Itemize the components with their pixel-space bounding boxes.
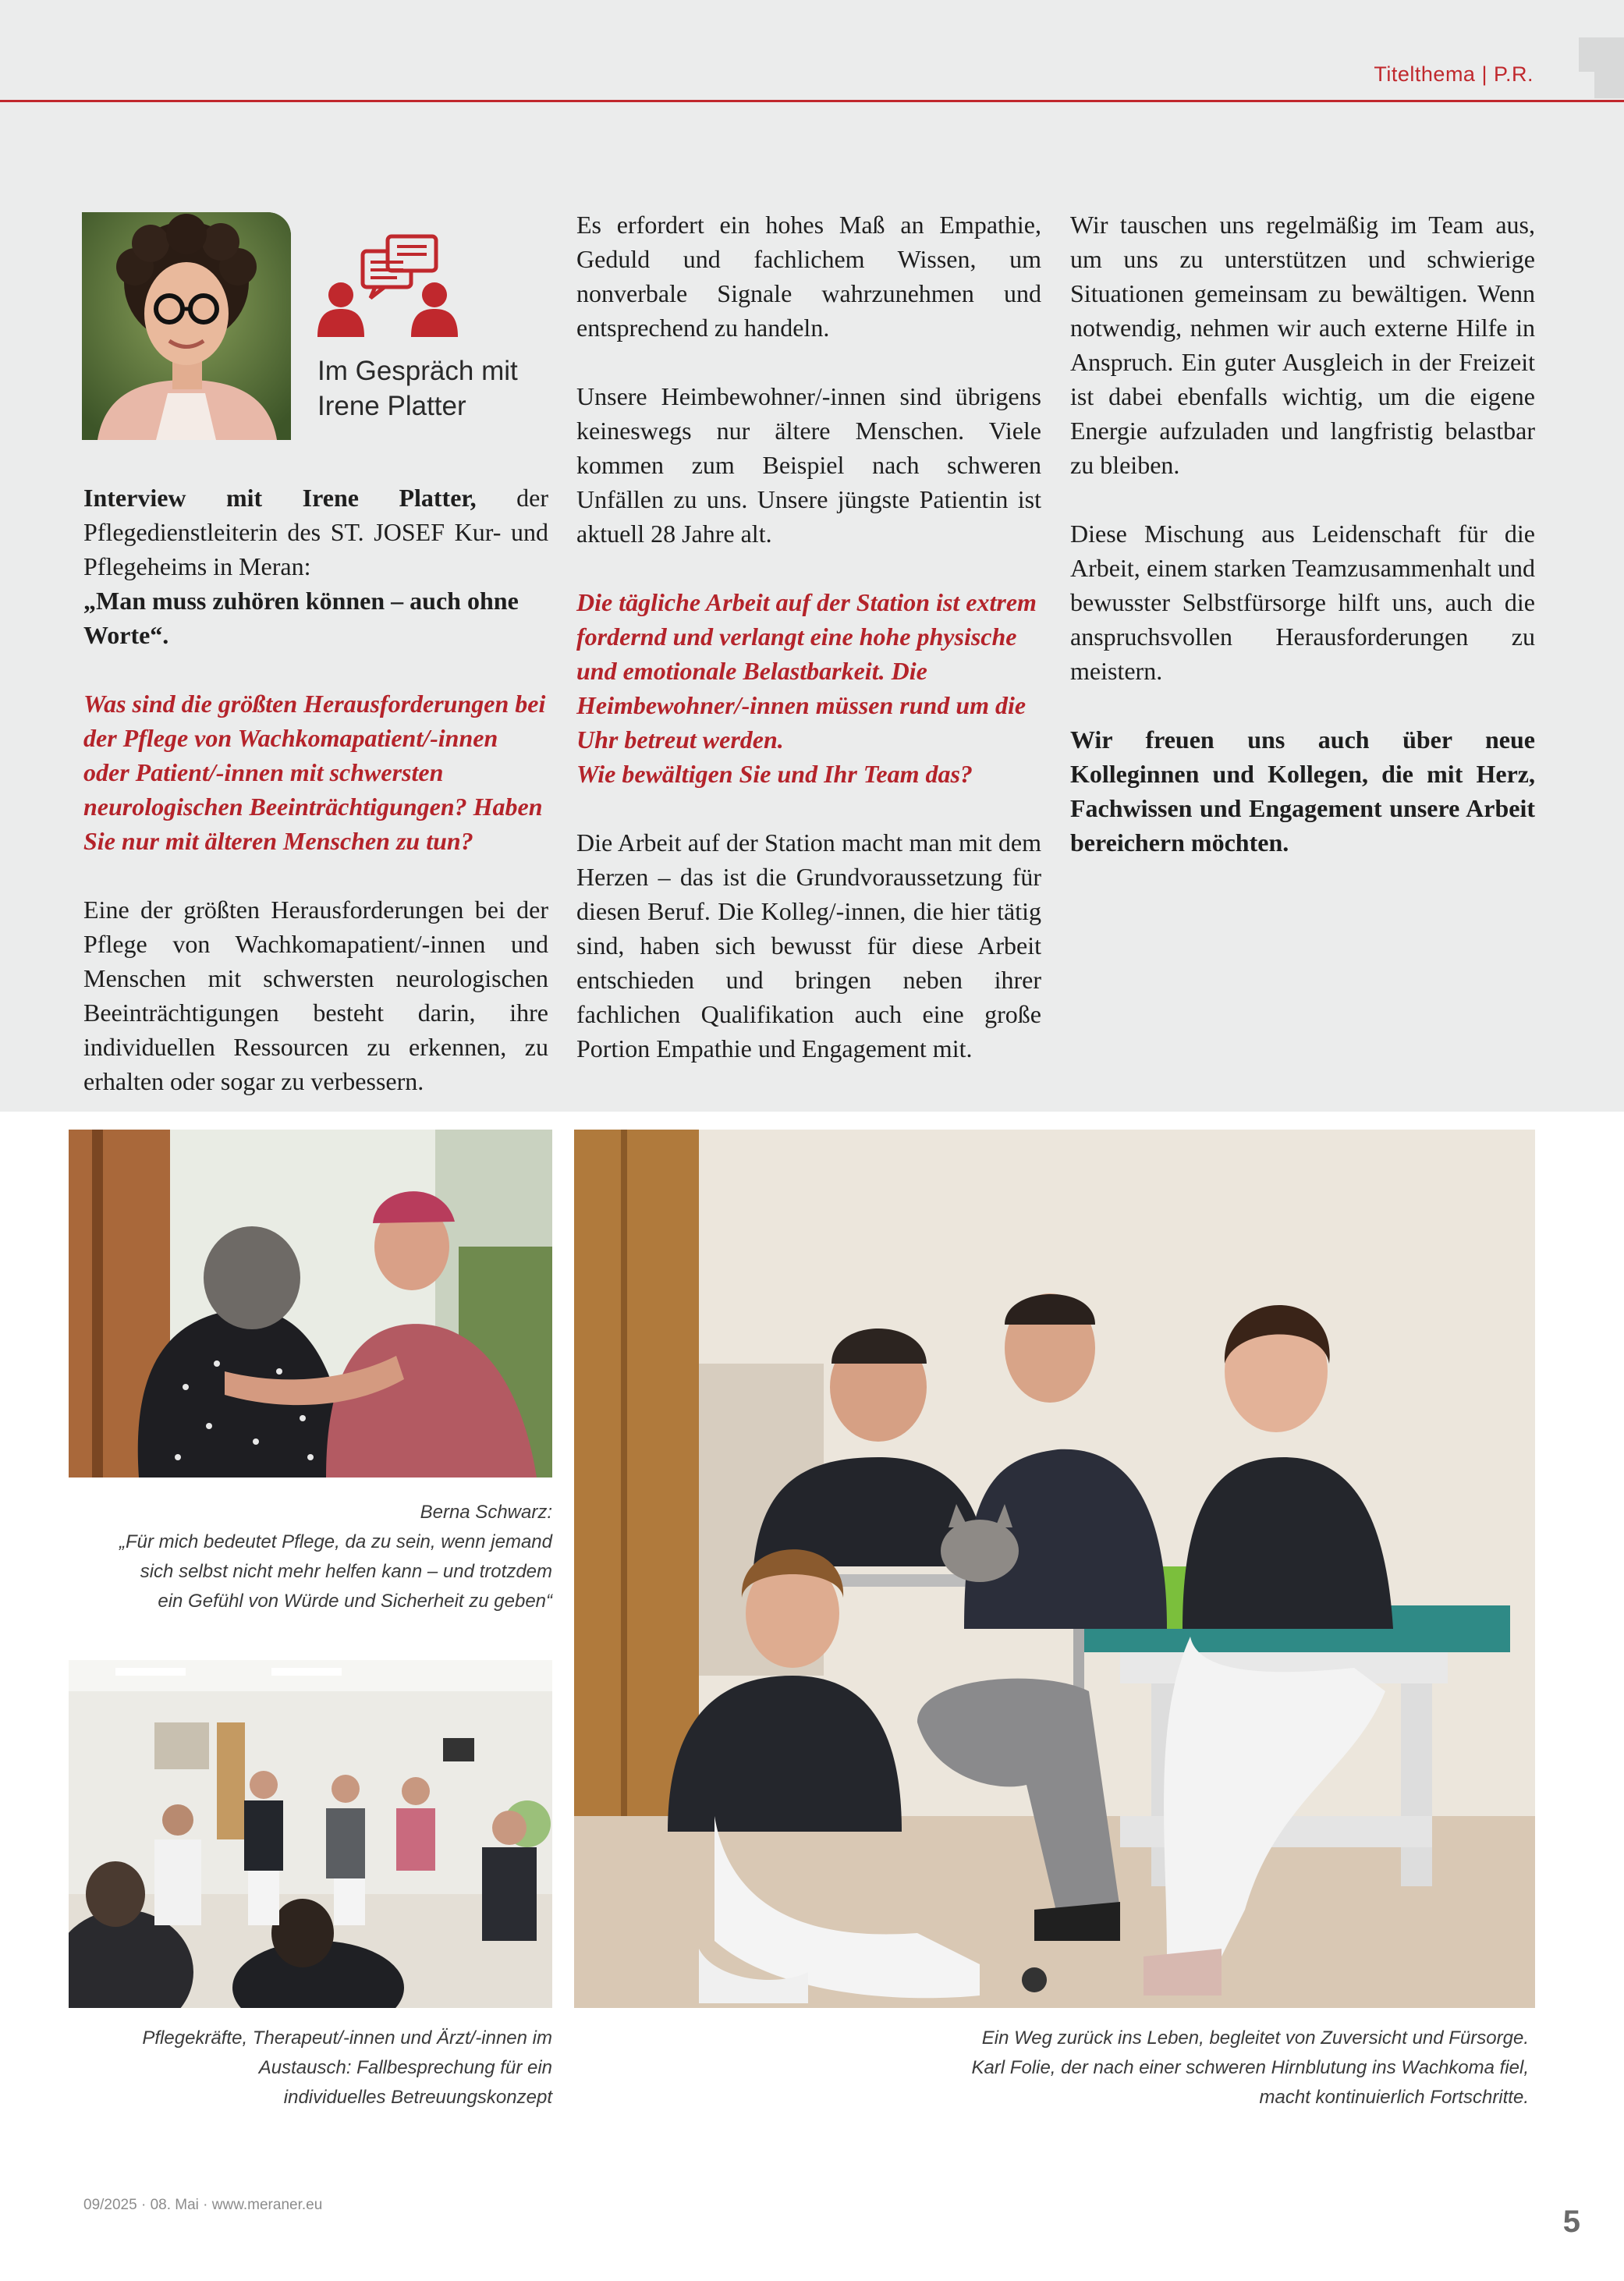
answer-2-part-3: Diese Mischung aus Leidenschaft für die Arbeit, einem starken Teamzusammenhalt und bewusster Selbstfürsorge hilft uns, auch die anspruchsvollen Herausforderungen zu meistern. bbox=[1070, 520, 1535, 685]
corner-mark bbox=[1579, 37, 1624, 98]
interview-label bbox=[317, 353, 518, 424]
lead-rest: der Pflegedienstleiterin des ST. JOSEF Kur- und Pflegeheims in Meran: bbox=[83, 484, 549, 580]
issue-footer: 09/2025 · 08. Mai · www.meraner.eu bbox=[83, 2197, 323, 2213]
question-1: Was sind die größten Herausforderungen bei der Pflege von Wachkomapatient/-innen oder Patient/-innen mit schwersten neurologischen Beeinträchtigungen? Haben Sie nur mit älteren Menschen zu tun? bbox=[83, 690, 546, 855]
photo-patient-with-team bbox=[574, 1130, 1535, 2008]
caption-line: „Für mich bedeutet Pflege, da zu sein, wenn jemand bbox=[119, 1531, 552, 1552]
answer-2-part-1: Die Arbeit auf der Station macht man mit dem Herzen – das ist die Grundvoraussetzung für diesen Beruf. Die Kolleg/-innen, die hier tätig sind, haben sich bewusst für diese Arbeit entschieden und bringen neben ihrer fachlichen Qualifikation auch eine große Portion Empathie und Engagement mit. bbox=[576, 828, 1041, 1062]
caption-line: sich selbst nicht mehr helfen kann – und trotzdem bbox=[140, 1561, 552, 1582]
photo-team-meeting-caption bbox=[69, 2024, 552, 2112]
question-2-line-2: Wie bewältigen Sie und Ihr Team das? bbox=[576, 760, 973, 788]
caption-line: Ein Weg zurück ins Leben, begleitet von Zuversicht und Fürsorge. bbox=[981, 2027, 1529, 2049]
answer-1-part-1: Eine der größten Herausforderungen bei der Pflege von Wachkomapatient/-innen und Menschen mit schwersten neurologischen Beeinträchtigungen besteht darin, ihre individuellen Ressourcen zu erkennen, zu erhalten oder sogar zu verbessern. bbox=[83, 896, 548, 1095]
article-column-3 bbox=[1070, 208, 1535, 860]
article-column-2 bbox=[576, 208, 1041, 1066]
photo-caregiver-hug bbox=[69, 1130, 552, 1478]
answer-1-part-2: Es erfordert ein hohes Maß an Empathie, Geduld und fachlichem Wissen, um nonverbale Signale wahrzunehmen und entsprechend zu handeln. bbox=[576, 211, 1041, 342]
question-2-line-1: Die tägliche Arbeit auf der Station ist extrem fordernd und verlangt eine hohe physische und emotionale Belastbarkeit. Die Heimbewohner/-innen müssen rund um die Uhr betreut werden. bbox=[576, 588, 1037, 754]
caption-line: individuelles Betreuungskonzept bbox=[283, 2087, 552, 2108]
closing-statement: Wir freuen uns auch über neue Kolleginnen und Kollegen, die mit Herz, Fachwissen und Engagement unsere Arbeit bereichern möchten. bbox=[1070, 725, 1535, 857]
caption-line: Berna Schwarz: bbox=[420, 1502, 552, 1523]
photo-team-meeting bbox=[69, 1660, 552, 2008]
article-column-1 bbox=[83, 481, 548, 1098]
portrait-photo bbox=[82, 212, 291, 440]
interview-label-line1: Im Gespräch mit bbox=[317, 356, 518, 386]
photo-caregiver-hug-caption bbox=[69, 1498, 552, 1616]
interview-label-line2: Irene Platter bbox=[317, 391, 466, 421]
question-2 bbox=[576, 585, 1041, 791]
lead-bold: Interview mit Irene Platter, bbox=[83, 484, 477, 512]
caption-line: Pflegekräfte, Therapeut/-innen und Ärzt/-innen im bbox=[142, 2027, 552, 2049]
answer-1-part-3: Unsere Heimbewohner/-innen sind übrigens keineswegs nur ältere Menschen. Viele kommen zum Beispiel nach schweren Unfällen zu uns. Unsere jüngste Patientin ist aktuell 28 Jahre alt. bbox=[576, 382, 1041, 548]
lead-quote: „Man muss zuhören können – auch ohne Worte“. bbox=[83, 587, 519, 649]
page-number: 5 bbox=[1562, 2205, 1580, 2239]
header-rule bbox=[0, 100, 1624, 102]
lead-paragraph bbox=[83, 481, 548, 584]
caption-line: Austausch: Fallbesprechung für ein bbox=[258, 2057, 552, 2078]
answer-2-part-2: Wir tauschen uns regelmäßig im Team aus, um uns zu unterstützen und schwierige Situationen gemeinsam zu bewältigen. Wenn notwendig, nehmen wir auch externe Hilfe in Anspruch. Ein guter Ausgleich in der Freizeit ist dabei ebenfalls wichtig, um die eigene Energie aufzuladen und langfristig belastbar zu bleiben. bbox=[1070, 211, 1535, 479]
conversation-icon bbox=[316, 234, 464, 337]
caption-line: macht kontinuierlich Fortschritte. bbox=[1259, 2087, 1529, 2108]
caption-line: ein Gefühl von Würde und Sicherheit zu geben“ bbox=[158, 1591, 552, 1612]
caption-line: Karl Folie, der nach einer schweren Hirnblutung ins Wachkoma fiel, bbox=[971, 2057, 1529, 2078]
photo-patient-with-team-caption bbox=[574, 2024, 1529, 2112]
section-label: Titelthema | P.R. bbox=[1374, 62, 1534, 86]
